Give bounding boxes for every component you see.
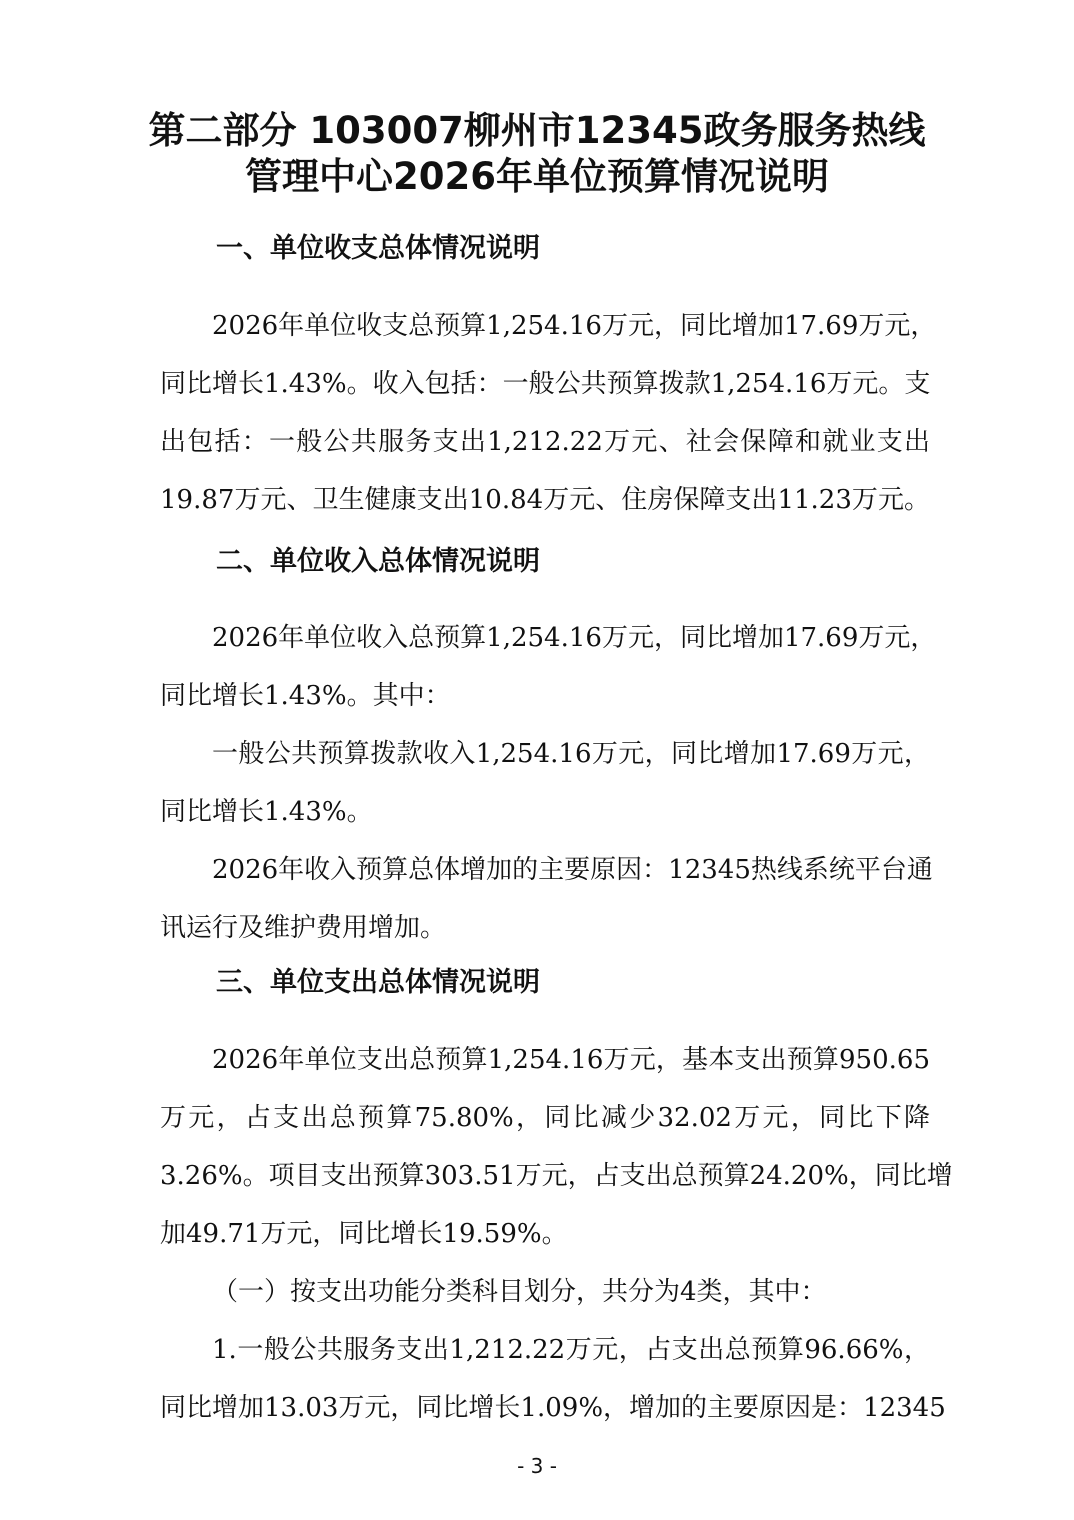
section-heading-3: 三、单位支出总体情况说明 [216,967,540,998]
page-title [60,108,1014,200]
title-line-2: 管理中心2026年单位预算情况说明 [245,155,829,198]
text-line: 19.87万元、卫生健康支出10.84万元、住房保障支出11.23万元。 [160,485,930,515]
title-line-1: 第二部分 103007柳州市12345政务服务热线 [148,109,926,152]
text-line: 2026年单位收支总预算1,254.16万元，同比增加17.69万元， [212,311,937,341]
text-line: 1.一般公共服务支出1,212.22万元，占支出总预算96.66%， [212,1335,930,1365]
text-line: 加49.71万元，同比增长19.59%。 [160,1219,568,1249]
text-line: 同比增加13.03万元，同比增长1.09%，增加的主要原因是：12345 [160,1393,946,1423]
text-line: 同比增长1.43%。收入包括：一般公共预算拨款1,254.16万元。支 [160,369,931,399]
text-line: 讯运行及维护费用增加。 [160,913,447,943]
section-heading-2: 二、单位收入总体情况说明 [216,546,540,577]
section-heading-1: 一、单位收支总体情况说明 [216,233,540,264]
text-line: 一般公共预算拨款收入1,254.16万元，同比增加17.69万元， [212,739,930,769]
section-2-body [160,609,937,957]
text-line: 2026年单位支出总预算1,254.16万元，基本支出预算950.65 [212,1045,930,1075]
text-line: 同比增长1.43%。其中： [160,681,451,711]
text-line: 出包括：一般公共服务支出1,212.22万元、社会保障和就业支出 [160,427,930,457]
text-line: 2026年收入预算总体增加的主要原因：12345热线系统平台通 [212,855,933,885]
text-line: 2026年单位收入总预算1,254.16万元，同比增加17.69万元， [212,623,937,653]
section-3-body [160,1031,953,1437]
text-line: （一）按支出功能分类科目划分，共分为4类，其中： [212,1277,827,1307]
section-1-body [160,297,937,529]
page-number: - 3 - [517,1454,557,1478]
text-line: 3.26%。项目支出预算303.51万元，占支出总预算24.20%，同比增 [160,1161,953,1191]
text-line: 同比增长1.43%。 [160,797,373,827]
text-line: 万元，占支出总预算75.80%，同比减少32.02万元，同比下降 [160,1103,930,1133]
